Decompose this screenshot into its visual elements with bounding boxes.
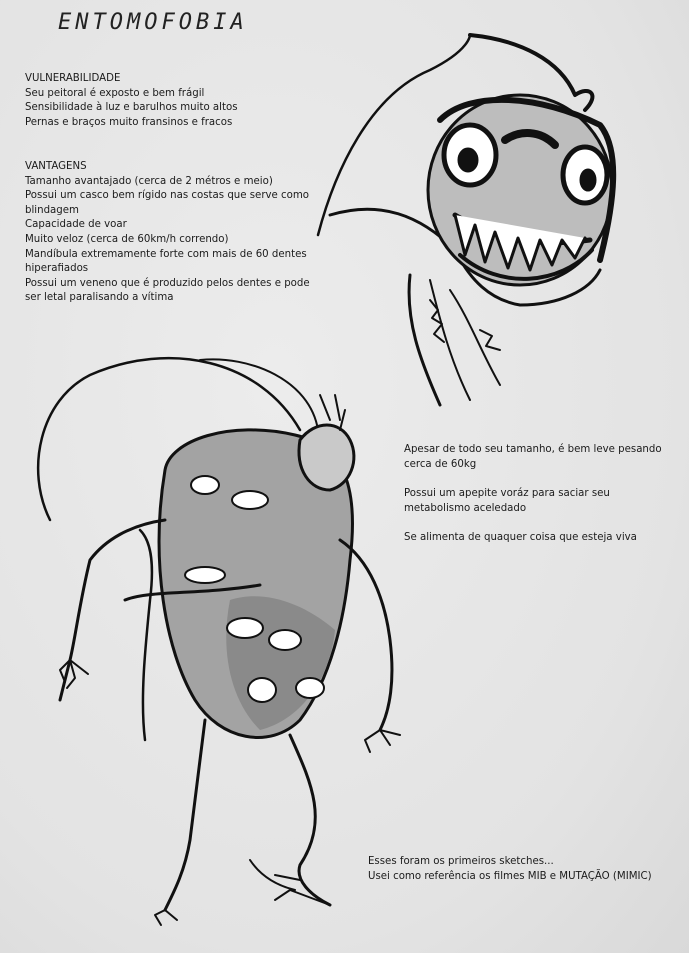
advantage-line: Mandíbula extremamente forte com mais de 60 dentes — [25, 248, 307, 260]
note-line: Possui um apepite voráz para saciar seu — [404, 488, 610, 500]
monster-full-body-sketch — [38, 358, 400, 925]
advantage-line: hiperafiados — [25, 263, 89, 275]
advantage-line: blindagem — [25, 204, 79, 216]
note-appetite — [404, 487, 662, 516]
advantage-line: Muito veloz (cerca de 60km/h correndo) — [25, 233, 229, 245]
monster-head-sketch — [318, 35, 613, 405]
footer-note — [368, 855, 652, 884]
advantages-heading: VANTAGENS — [25, 161, 87, 172]
note-line: Apesar de todo seu tamanho, é bem leve pesando — [404, 444, 662, 455]
vulnerability-item: Sensibilidade à luz e barulhos muito altos — [25, 102, 238, 114]
note-diet — [404, 531, 662, 546]
footer-line: Usei como referência os filmes MIB e MUTAÇÃO (MIMIC) — [368, 870, 652, 882]
advantage-line: ser letal paralisando a vítima — [25, 292, 174, 304]
vulnerabilities-heading: VULNERABILIDADE — [25, 73, 121, 84]
advantage-line: Possui um casco bem rígido nas costas que serve como — [25, 190, 310, 202]
note-line: cerca de 60kg — [404, 458, 477, 470]
note-line: Se alimenta de quaquer coisa que esteja viva — [404, 532, 637, 544]
advantage-line: Capacidade de voar — [25, 219, 127, 231]
advantage-line: Possui um veneno que é produzido pelos dentes e pode — [25, 277, 310, 289]
vulnerability-item: Seu peitoral é exposto e bem frágil — [25, 87, 205, 99]
note-line: metabolismo aceledado — [404, 502, 527, 514]
page-title: ENTOMOFOBIA — [58, 10, 248, 35]
advantages-section — [25, 160, 310, 306]
notes-section — [404, 443, 662, 561]
footer-line: Esses foram os primeiros sketches... — [368, 856, 554, 867]
note-weight — [404, 443, 662, 472]
vulnerability-item: Pernas e braços muito fransinos e fracos — [25, 116, 233, 128]
vulnerabilities-section — [25, 72, 238, 130]
advantage-line: Tamanho avantajado (cerca de 2 métros e meio) — [25, 175, 273, 187]
